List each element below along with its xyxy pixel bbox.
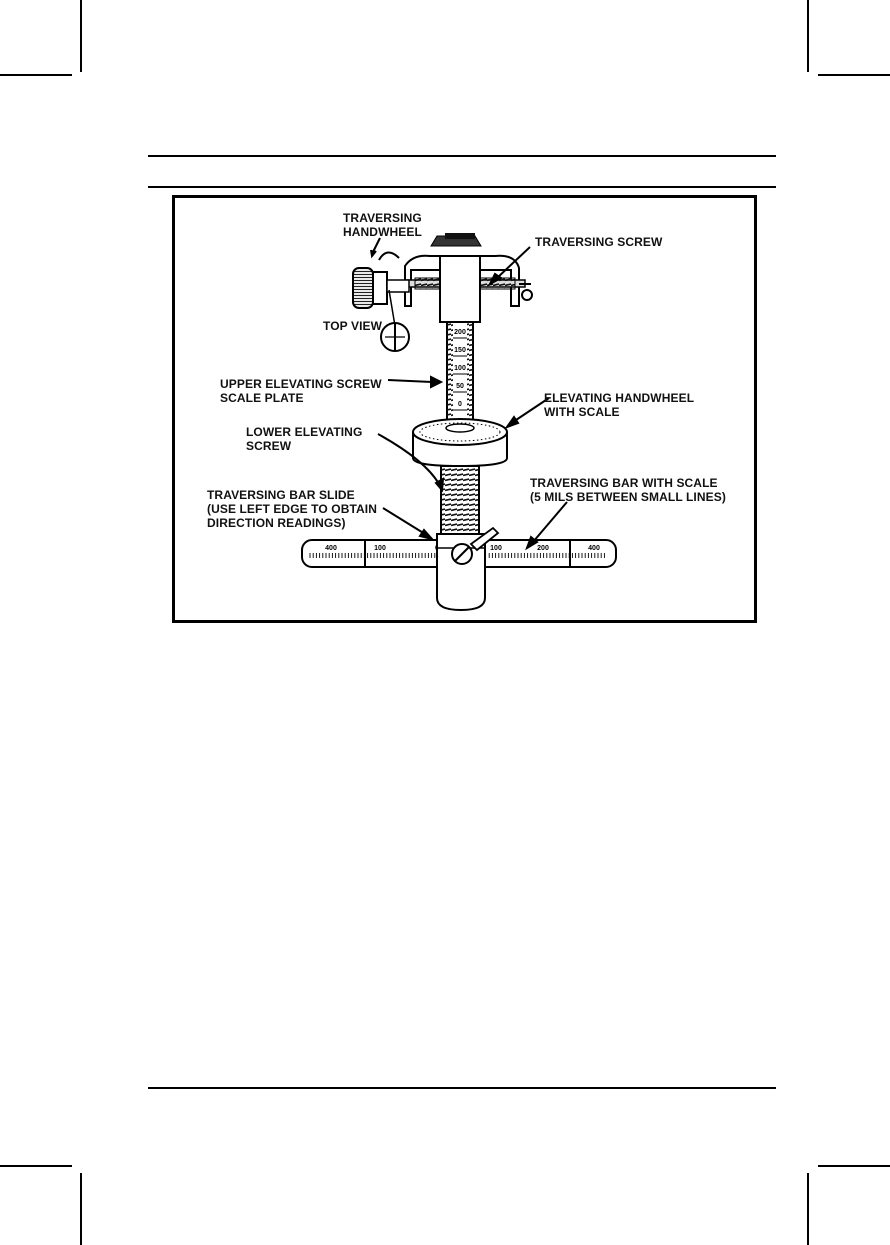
traversing-handwheel	[353, 252, 409, 308]
crop-mark-bottom-left-horizontal	[0, 1165, 72, 1167]
crop-mark-top-left-horizontal	[0, 74, 72, 76]
center-block	[440, 256, 480, 322]
label-lower-elevating-screw: LOWER ELEVATING SCREW	[246, 425, 363, 453]
scale-plate-number: 50	[456, 383, 464, 390]
header-rule-top	[148, 155, 776, 157]
bar-scale-number: 400	[588, 545, 600, 552]
crop-mark-top-right-horizontal	[818, 74, 890, 76]
header-rule-bottom	[148, 186, 776, 188]
label-upper-elevating-screw: UPPER ELEVATING SCREW SCALE PLATE	[220, 377, 382, 405]
crop-mark-top-right-vertical	[807, 0, 809, 72]
scale-plate-number: 100	[454, 365, 466, 372]
label-traversing-bar-scale: TRAVERSING BAR WITH SCALE (5 MILS BETWEEN SMALL LINES)	[530, 476, 726, 504]
bar-scale-number: 100	[490, 545, 502, 552]
bar-scale-number: 400	[325, 545, 337, 552]
traversing-screw-end-cap	[522, 290, 532, 300]
label-traversing-bar-slide: TRAVERSING BAR SLIDE (USE LEFT EDGE TO OBTAIN DIRECTION READINGS)	[207, 488, 377, 530]
lower-elevating-screw	[441, 466, 479, 534]
bar-scale-number: 100	[374, 545, 386, 552]
scale-plate-number: 150	[454, 347, 466, 354]
crop-mark-bottom-left-vertical	[80, 1173, 82, 1245]
elevating-handwheel	[413, 419, 507, 466]
traversing-bar-slide	[437, 528, 498, 610]
label-elevating-handwheel: ELEVATING HANDWHEEL WITH SCALE	[544, 391, 695, 419]
label-traversing-handwheel: TRAVERSING HANDWHEEL	[343, 211, 422, 239]
crop-mark-bottom-right-vertical	[807, 1173, 809, 1245]
scale-plate-number: 200	[454, 329, 466, 336]
label-traversing-screw: TRAVERSING SCREW	[535, 235, 663, 249]
label-top-view: TOP VIEW	[323, 319, 383, 333]
scale-plate-number: 0	[458, 401, 462, 408]
crop-mark-bottom-right-horizontal	[818, 1165, 890, 1167]
crop-mark-top-left-vertical	[80, 0, 82, 72]
elevating-screw-cap	[431, 233, 481, 246]
figure-frame	[172, 195, 757, 623]
bar-scale-number: 200	[537, 545, 549, 552]
footer-rule	[148, 1087, 776, 1089]
upper-elevating-screw	[447, 322, 473, 432]
